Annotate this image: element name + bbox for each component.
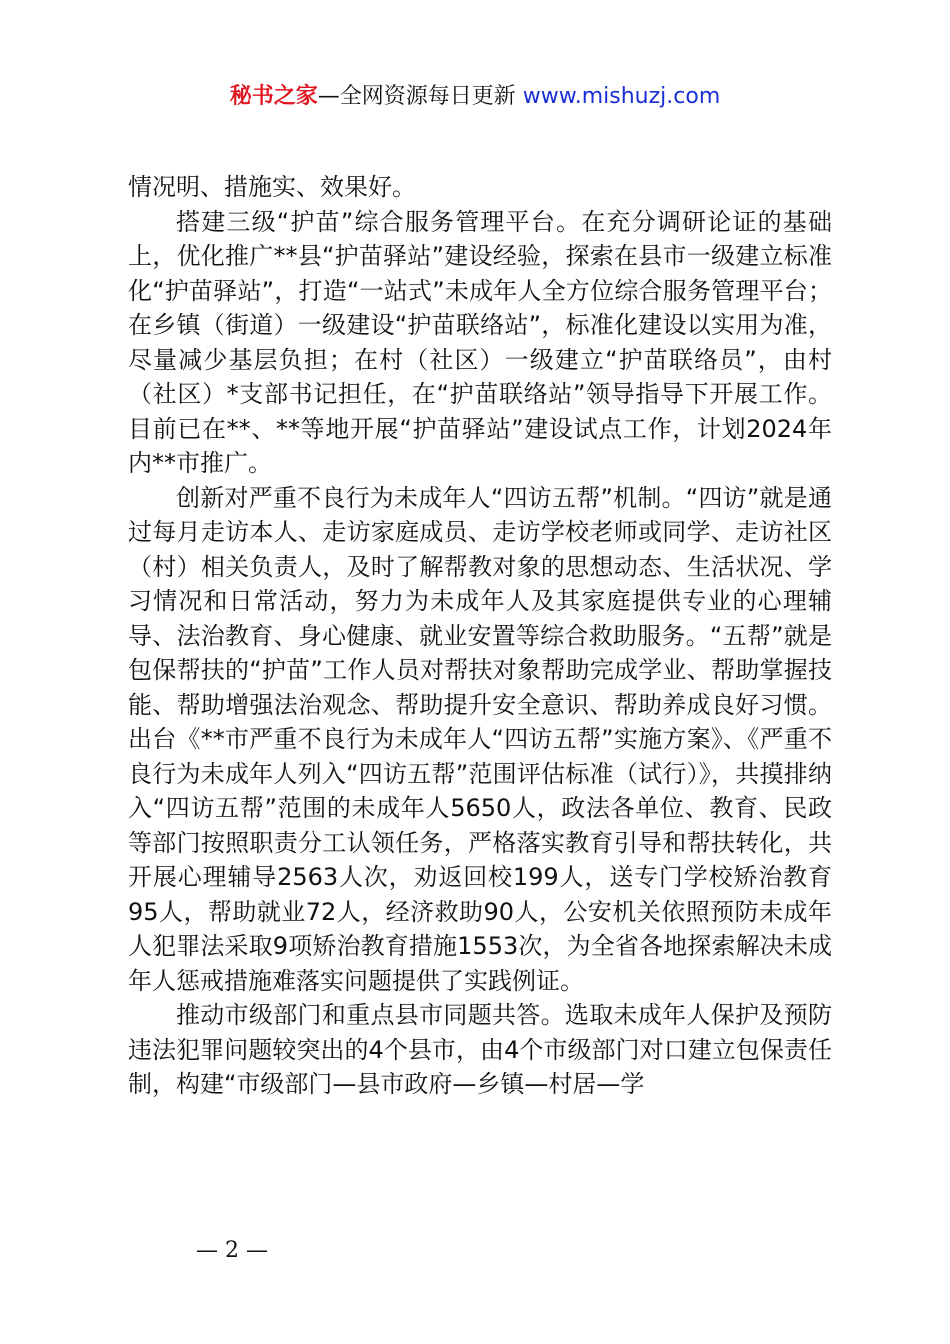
document-body — [128, 170, 832, 1102]
paragraph-departments: 推动市级部门和重点县市同题共答。选取未成年人保护及预防违法犯罪问题较突出的4个县市，由4个市级部门对口建立包保责任制，构建“市级部门—县市政府—乡镇—村居—学 — [128, 1001, 832, 1098]
site-header — [0, 80, 950, 114]
brand-name: 秘书之家 — [229, 84, 318, 109]
page-number: — 2 — — [196, 1238, 268, 1263]
header-tagline: —全网资源每日更新 — [317, 84, 523, 109]
site-url-link[interactable]: www.mishuzj.com — [522, 84, 721, 109]
paragraph-continuation: 情况明、措施实、效果好。 — [128, 173, 416, 201]
paragraph-mechanism: 创新对严重不良行为未成年人“四访五帮”机制。“四访”就是通过每月走访本人、走访家庭成员、走访学校老师或同学、走访社区（村）相关负责人，及时了解帮教对象的思想动态、生活状况、学习情况和日常活动，努力为未成年人及其家庭提供专业的心理辅导、法治教育、身心健康、就业安置等综合救助服务。“五帮”就是包保帮扶的“护苗”工作人员对帮扶对象帮助完成学业、帮助掌握技能、帮助增强法治观念、帮助提升安全意识、帮助养成良好习惯。出台《**市严重不良行为未成年人“四访五帮”实施方案》、《严重不良行为未成年人列入“四访五帮”范围评估标准（试行）》，共摸排纳入“四访五帮”范围的未成年人5650人，政法各单位、教育、民政等部门按照职责分工认领任务，严格落实教育引导和帮扶转化，共开展心理辅导2563人次，劝返回校199人，送专门学校矫治教育95人，帮助就业72人，经济救助90人，公安机关依照预防未成年人犯罪法采取9项矫治教育措施1553次，为全省各地探索解决未成年人惩戒措施难落实问题提供了实践例证。 — [128, 483, 832, 995]
paragraph-platform: 搭建三级“护苗”综合服务管理平台。在充分调研论证的基础上，优化推广**县“护苗驿站”建设经验，探索在县市一级建立标准化“护苗驿站”，打造“一站式”未成年人全方位综合服务管理平台；在乡镇（街道）一级建设“护苗联络站”，标准化建设以实用为准，尽量减少基层负担；在村（社区）一级建立“护苗联络员”，由村（社区）*支部书记担任，在“护苗联络站”领导指导下开展工作。目前已在**、**等地开展“护苗驿站”建设试点工作，计划2024年内**市推广。 — [128, 207, 832, 477]
